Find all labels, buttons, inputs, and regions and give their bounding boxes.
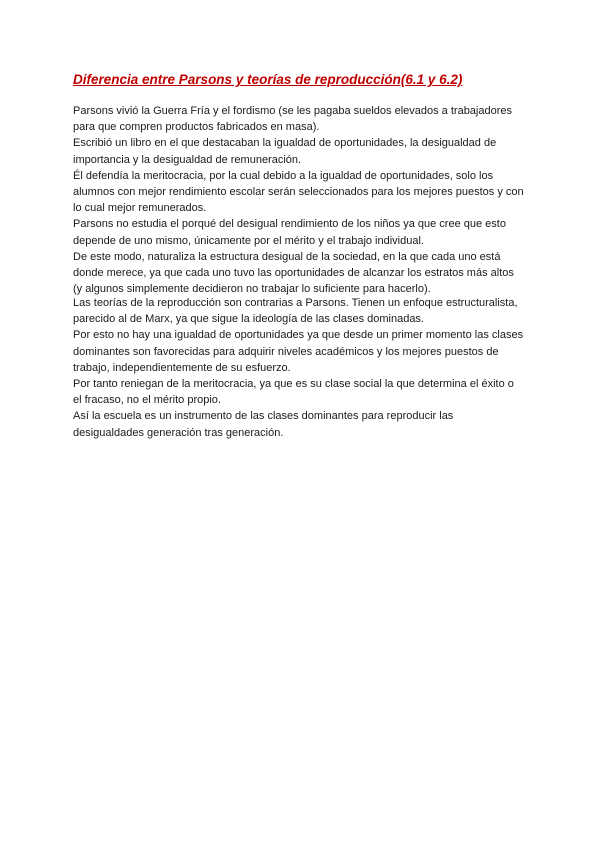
paragraph-reproduction-theories xyxy=(73,295,523,441)
text-line: trabajo, independientemente de su esfuerzo. xyxy=(73,361,291,374)
text-line: Él defendía la meritocracia, por la cual debido a la igualdad de oportunidades, solo los xyxy=(73,169,494,182)
text-line: Parsons no estudia el porqué del desigual rendimiento de los niños ya que cree que esto xyxy=(73,218,506,231)
text-line: depende de uno mismo, únicamente por el mérito y el trabajo individual. xyxy=(73,234,424,247)
text-line: Por esto no hay una igualdad de oportunidades ya que desde un primer momento las clases xyxy=(73,329,524,342)
text-line: para que compren productos fabricados en masa). xyxy=(73,121,320,134)
document-title: Diferencia entre Parsons y teorías de reproducción(6.1 y 6.2) xyxy=(73,72,463,87)
text-line: De este modo, naturaliza la estructura desigual de la sociedad, en la que cada uno está xyxy=(73,250,501,263)
text-line: dominantes son favorecidas para adquirir niveles académicos y los mejores puestos de xyxy=(73,345,499,358)
text-line: Así la escuela es un instrumento de las clases dominantes para reproducir las xyxy=(73,410,454,423)
text-line: Por tanto reniegan de la meritocracia, ya que es su clase social la que determina el éxito o xyxy=(73,378,514,391)
text-line: lo cual mejor remunerados. xyxy=(73,202,207,215)
text-line: Las teorías de la reproducción son contrarias a Parsons. Tienen un enfoque estructuralista, xyxy=(73,297,518,309)
text-line: (y algunos simplemente decidieron no trabajar lo suficiente para hacerlo). xyxy=(73,283,431,296)
paragraph-parsons xyxy=(73,103,524,297)
text-line: alumnos con mejor rendimiento escolar serán seleccionados para los mejores puestos y con xyxy=(73,186,524,199)
text-line: parecido al de Marx, ya que sigue la ideología de las clases dominadas. xyxy=(73,313,424,326)
text-line: el fracaso, no el mérito propio. xyxy=(73,394,221,407)
text-line: Escribió un libro en el que destacaban la igualdad de oportunidades, la desigualdad de xyxy=(73,137,497,150)
text-line: desigualdades generación tras generación. xyxy=(73,426,284,439)
text-line: importancia y la desigualdad de remuneración. xyxy=(73,153,302,166)
text-line: Parsons vivió la Guerra Fría y el fordismo (se les pagaba sueldos elevados a trabajadores xyxy=(73,105,513,117)
text-line: donde merece, ya que cada uno tuvo las oportunidades de alcanzar los estratos más altos xyxy=(73,267,514,280)
